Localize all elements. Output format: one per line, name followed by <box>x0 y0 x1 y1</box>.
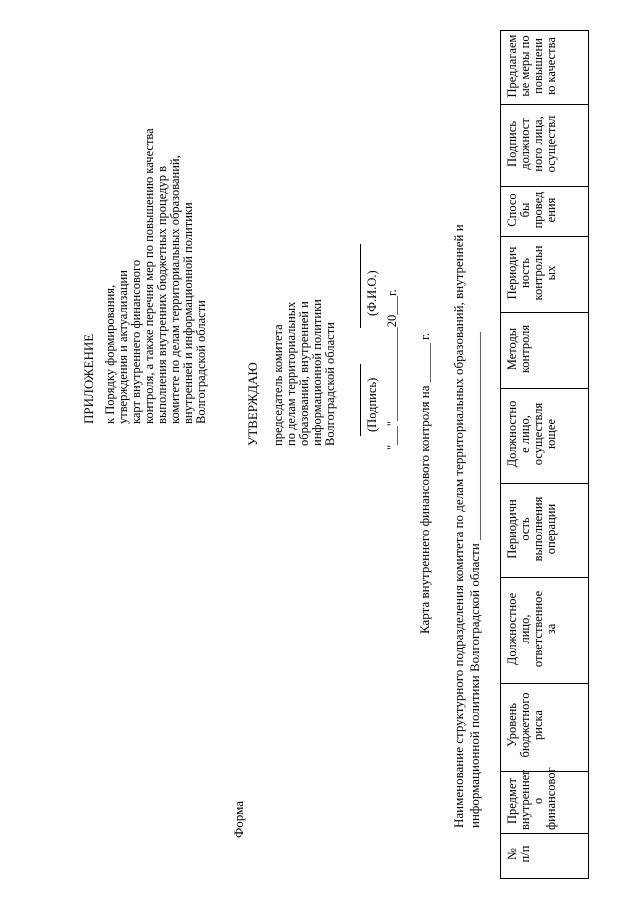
approve-text <box>272 299 337 446</box>
appendix-line: к Порядку формирования, <box>103 284 117 424</box>
approve-title: УТВЕРЖДАЮ <box>245 362 260 446</box>
approve-line: Волгоградской области <box>323 322 337 446</box>
signature-label: (Подпись) <box>365 377 379 432</box>
appendix-line: выполнения внутренних бюджетных процедур в <box>155 165 169 424</box>
table-header-cell: Должностное лицо, ответственное за <box>505 590 558 668</box>
table-border <box>500 878 588 879</box>
form-label: Форма <box>231 801 246 838</box>
table-border <box>588 30 589 879</box>
approve-line: информационной политики <box>310 299 324 446</box>
table-header-cell: Предлагаем ые меры по повышени ю качества <box>505 34 558 98</box>
appendix-line: контроля, а также перечня мер по повышению качества <box>142 128 156 424</box>
table-header-cell: Должностно е лицо, осуществля ющее <box>505 400 558 468</box>
table-header-cell: Методы контроля <box>505 324 532 374</box>
card-title: Карта внутреннего финансового контроля на ______ г. <box>417 332 432 634</box>
approve-line: по делам территориальных <box>284 301 298 446</box>
appendix-title: ПРИЛОЖЕНИЕ <box>81 333 96 424</box>
table-header-cell: Спосо бы провед ения <box>505 191 558 229</box>
name-label: (Ф.И.О.) <box>365 270 379 316</box>
appendix-line: Волгоградской области <box>194 300 208 424</box>
table-header-cell: № п/п <box>505 845 532 863</box>
approve-line: образований, внутренней и <box>297 301 311 446</box>
signature-line <box>360 364 361 436</box>
table-header-cell: Предмет внутреннег о финансовог <box>505 767 558 830</box>
appendix-line: утверждения и актуализации <box>116 270 130 424</box>
subdivision-line-2: информационной политики Волгоградской области ________________________________ <box>467 331 482 828</box>
approve-line: председатель комитета <box>271 324 285 446</box>
table-header-cell: Периодичн ость выполнения операции <box>505 496 558 562</box>
table-header-cell: Подпись должност ного лица, осуществл <box>505 115 558 173</box>
table-header-cell: Уровень бюджетного риска <box>505 692 545 758</box>
table-header-cell: Периодич ность контрольн ых <box>505 245 558 301</box>
table-border <box>500 30 501 879</box>
appendix-line: комитете по делам территориальных образований, <box>168 155 182 424</box>
appendix-line: карт внутреннего финансового <box>129 259 143 424</box>
subdivision-line-1: Наименование структурного подразделения комитета по делам территориальных образований, внутренней и <box>451 224 466 828</box>
name-line <box>360 244 361 328</box>
appendix-text <box>104 128 208 424</box>
appendix-line: внутренней и информационной политики <box>181 202 195 424</box>
approve-date: "___"_______________20___г. <box>385 289 399 450</box>
